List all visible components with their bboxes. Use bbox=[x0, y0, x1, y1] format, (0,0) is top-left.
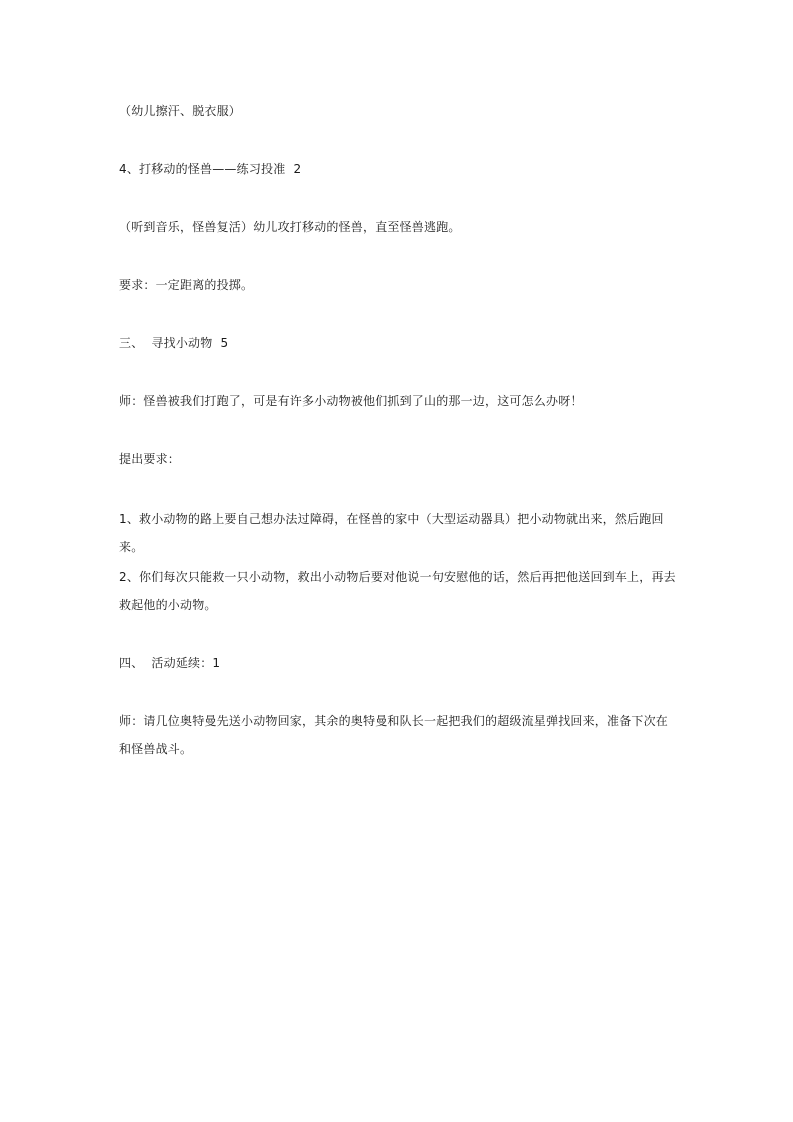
paragraph-requirement: 要求：一定距离的投掷。 bbox=[119, 278, 254, 292]
paragraph-rule-2: 2、你们每次只能救一只小动物，救出小动物后要对他说一句安慰他的话，然后再把他送回到车上，再去救起他的小动物。 bbox=[119, 570, 676, 612]
heading-section-4: 四、 活动延续：1 bbox=[119, 656, 221, 670]
paragraph-rule-1: 1、救小动物的路上要自己想办法过障碍，在怪兽的家中（大型运动器具）把小动物就出来，然后跑回来。 bbox=[119, 512, 664, 554]
paragraph-music-monster: （听到音乐，怪兽复活）幼儿攻打移动的怪兽，直至怪兽逃跑。 bbox=[119, 220, 461, 234]
heading-section-3: 三、 寻找小动物 5 bbox=[119, 336, 229, 350]
paragraph-requirements-title: 提出要求： bbox=[119, 452, 181, 466]
paragraph-teacher-1: 师：怪兽被我们打跑了，可是有许多小动物被他们抓到了山的那一边，这可怎么办呀！ bbox=[119, 394, 583, 408]
heading-step-4: 4、打移动的怪兽——练习投准 2 bbox=[119, 162, 302, 176]
paragraph-wipe-sweat: （幼儿擦汗、脱衣服） bbox=[119, 104, 242, 118]
paragraph-teacher-2: 师：请几位奥特曼先送小动物回家，其余的奥特曼和队长一起把我们的超级流星弹找回来，准备下次在和怪兽战斗。 bbox=[119, 714, 669, 756]
